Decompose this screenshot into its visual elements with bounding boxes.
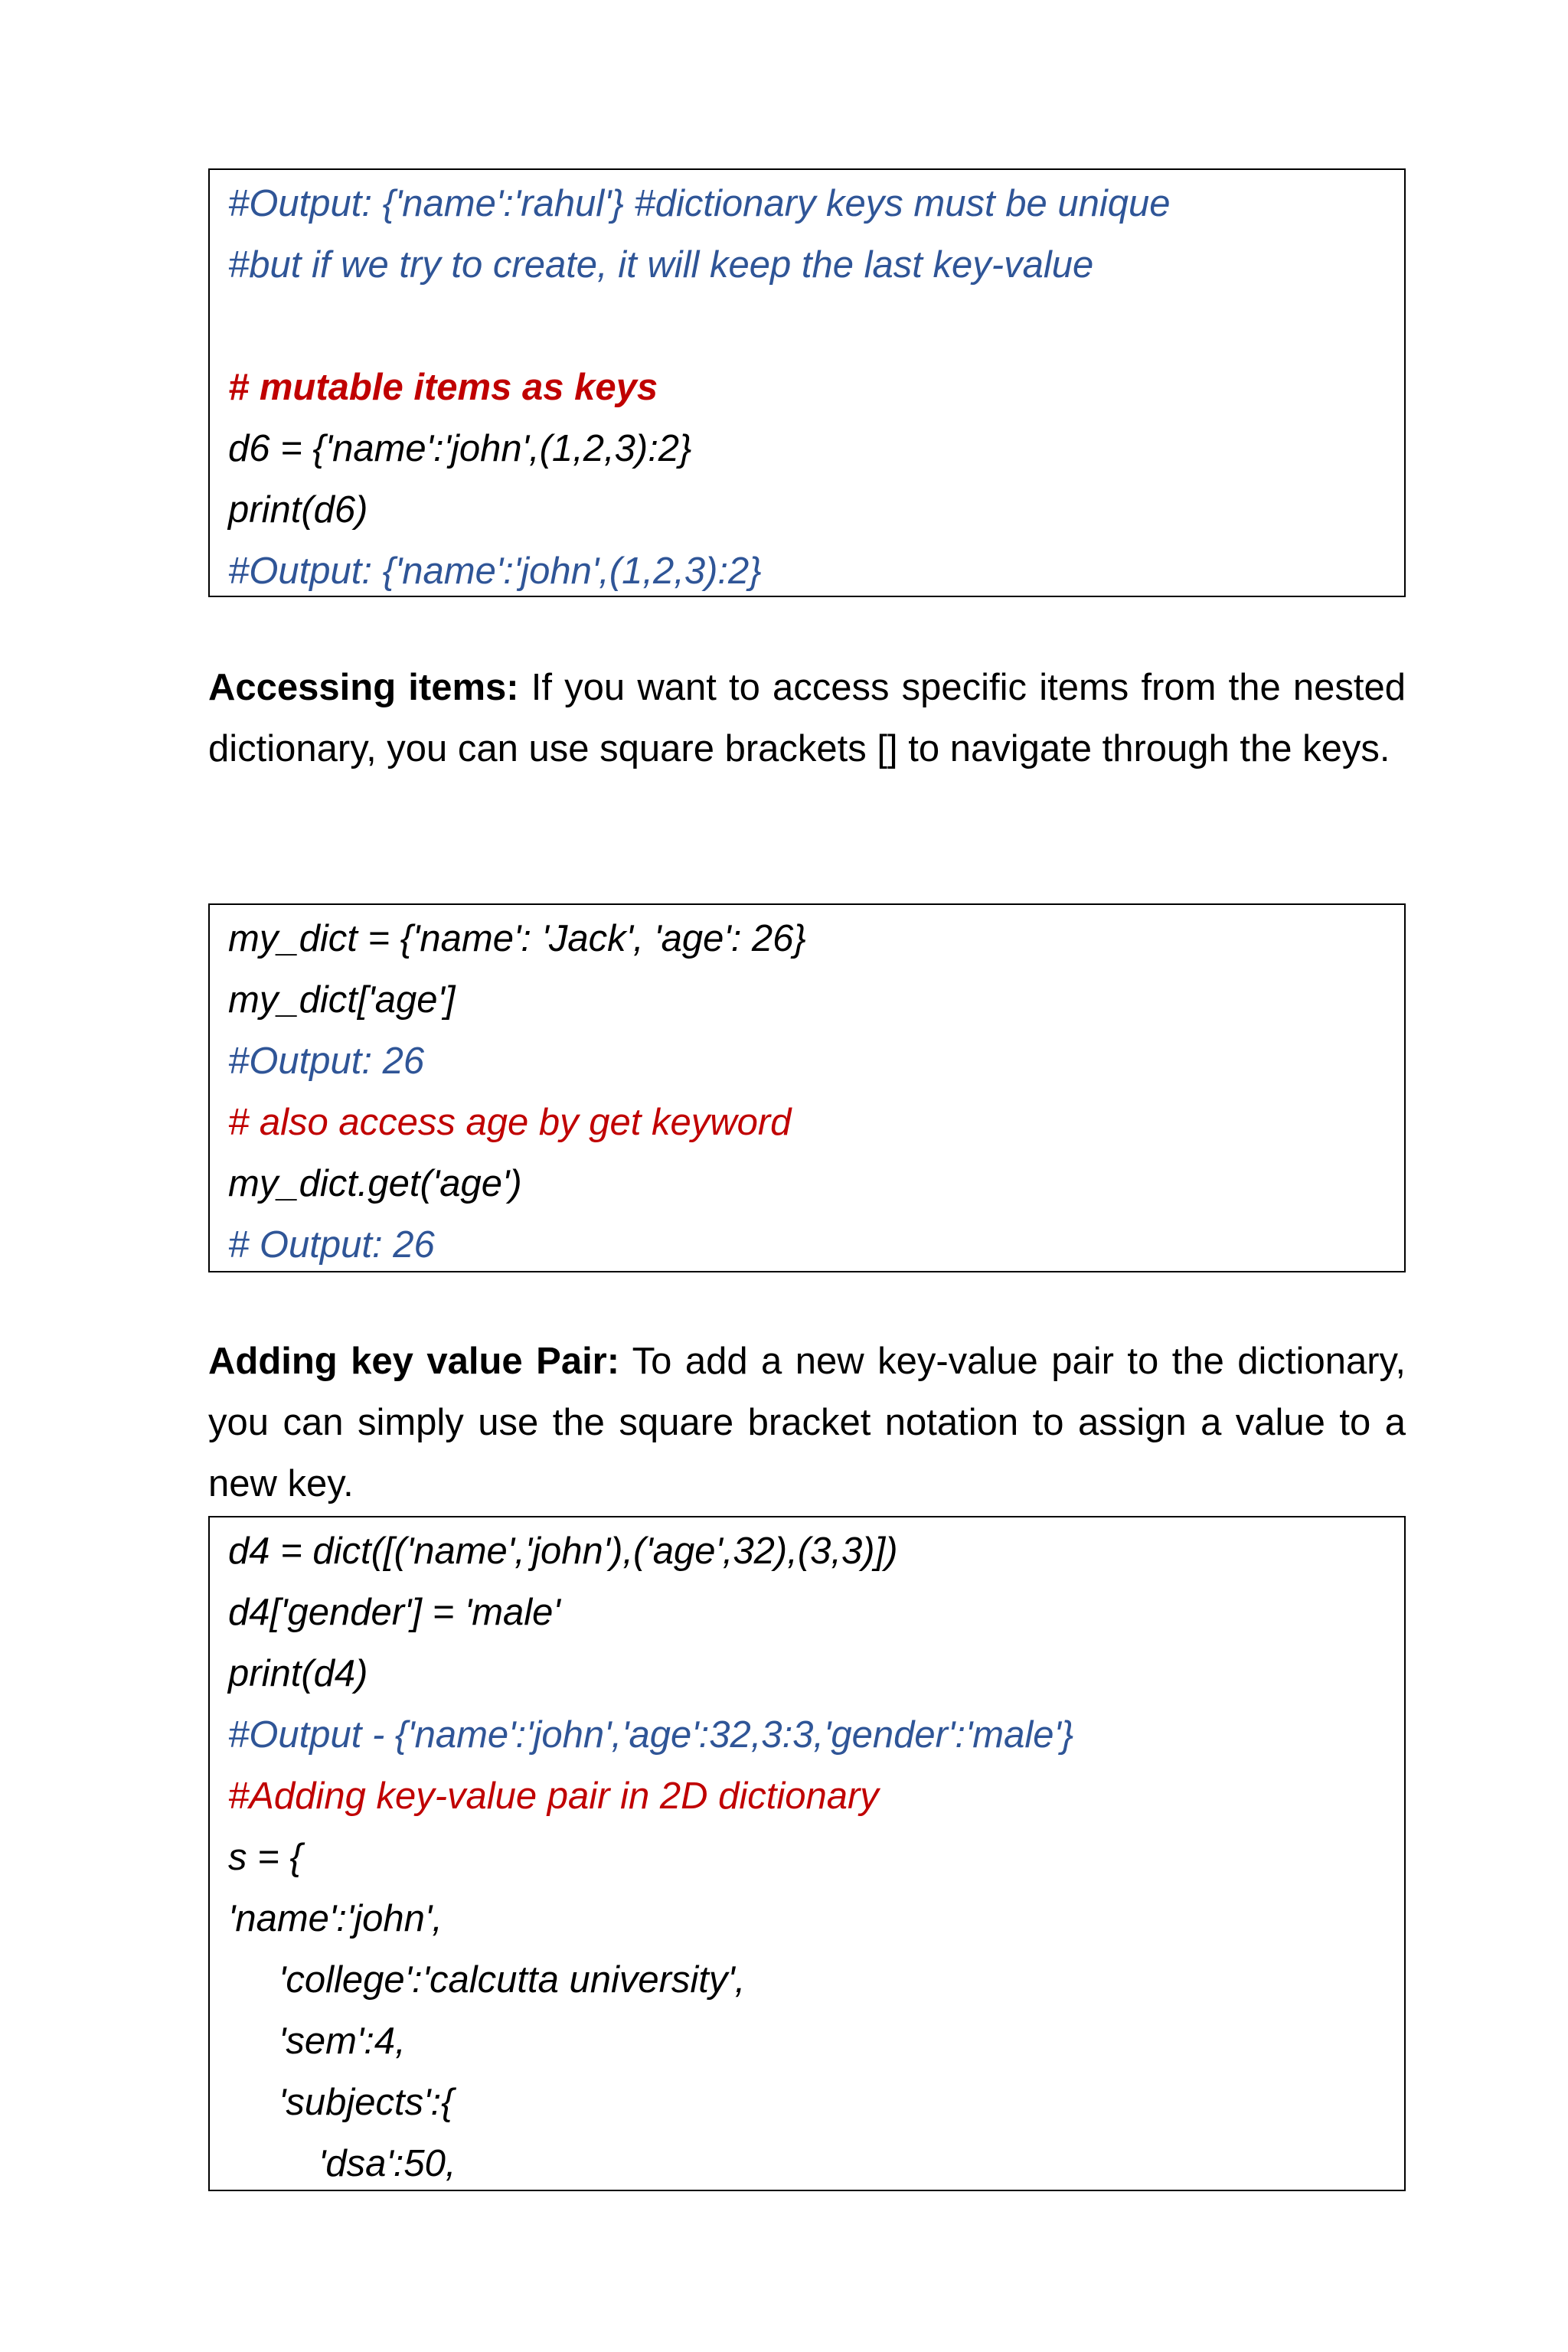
code-line: d4['gender'] = 'male' [228,1592,560,1633]
section-heading: Accessing items: [208,667,519,708]
code-line: #Output: 26 [228,1040,425,1082]
code-box-3 [208,1516,1406,2191]
code-line: 'college':'calcutta university', [279,1959,746,2001]
paragraph-adding-key-value [208,1331,1406,1514]
code-line: d6 = {'name':'john',(1,2,3):2} [228,428,692,469]
code-line: my_dict['age'] [228,979,456,1021]
section-heading: Adding key value Pair: [208,1341,620,1382]
code-line: #Output - {'name':'john','age':32,3:3,'gender':'male'} [228,1714,1074,1756]
code-box-2 [208,903,1406,1272]
code-line: # also access age by get keyword [228,1102,792,1143]
code-line: 'dsa':50, [318,2143,456,2184]
code-line: 'subjects':{ [279,2082,454,2123]
paragraph-accessing-items [208,657,1406,779]
code-line: # Output: 26 [228,1224,435,1266]
code-line: #but if we try to create, it will keep the last key-value [228,244,1094,286]
code-comment-heading: # mutable items as keys [228,367,658,408]
code-box-1 [208,168,1406,597]
code-line: my_dict.get('age') [228,1163,522,1204]
code-line: 'name':'john', [228,1898,443,1939]
code-line: print(d4) [228,1653,368,1694]
code-line: s = { [228,1837,302,1878]
code-line: #Output: {'name':'rahul'} #dictionary keys must be unique [228,183,1171,224]
code-line: my_dict = {'name': 'Jack', 'age': 26} [228,918,806,959]
code-line: 'sem':4, [279,2020,406,2062]
blank-line [228,296,1404,357]
code-line: #Output: {'name':'john',(1,2,3):2} [228,550,762,592]
section-text: If you want to access specific items from the nested dictionary, you can use square brackets [] to navigate through the keys. [208,667,1406,769]
code-line: print(d6) [228,489,368,531]
code-line: d4 = dict([('name','john'),('age',32),(3,3)]) [228,1530,898,1572]
code-line: #Adding key-value pair in 2D dictionary [228,1775,879,1817]
section-text: To add a new key-value pair to the dictionary, you can simply use the square bracket notation to assign a value to a new key. [208,1341,1406,1504]
